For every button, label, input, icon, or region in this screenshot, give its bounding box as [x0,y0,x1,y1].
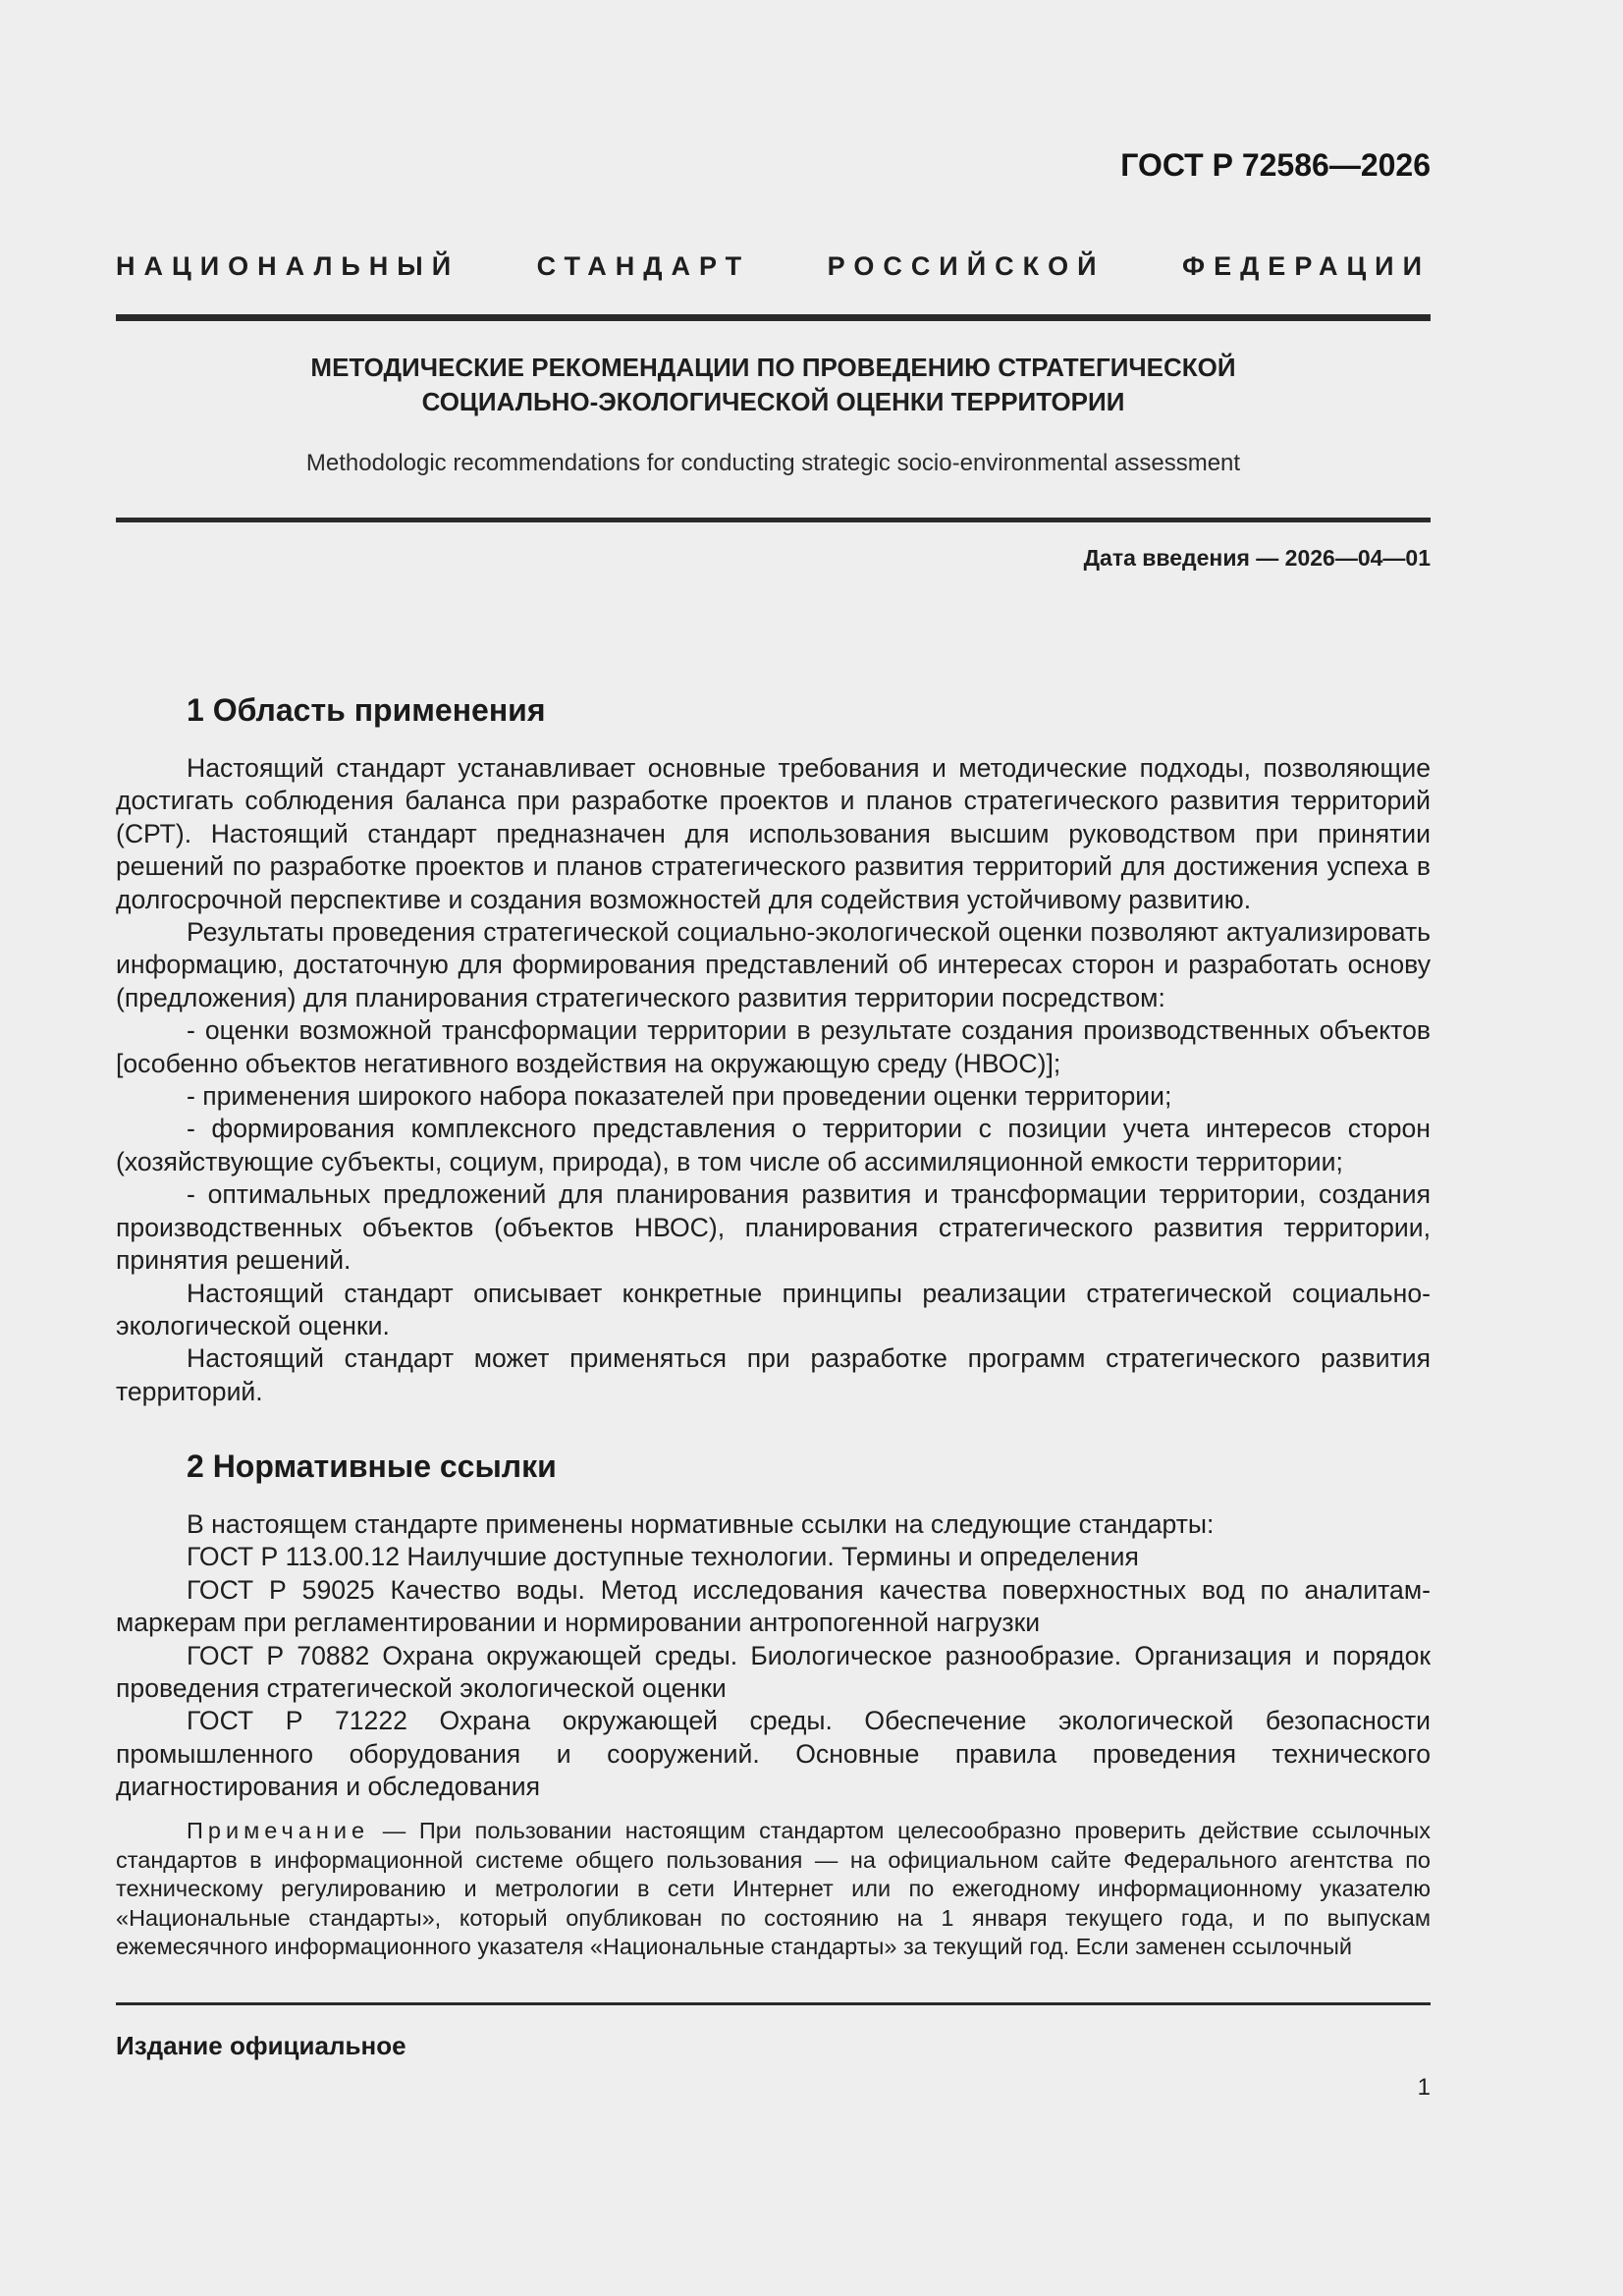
section-1-paragraph: Настоящий стандарт описывает конкретные принципы реализации стратегической социально-экологической оценки. [116,1278,1431,1340]
normative-reference: ГОСТ Р 70882 Охрана окружающей среды. Биологическое разнообразие. Организация и порядок проведения стратегической экологической оценки [116,1640,1431,1704]
section-1-paragraph: Настоящий стандарт устанавливает основные требования и методические подходы, позволяющие достигать соблюдения баланса при разработке проектов и планов стратегического развития территорий (СРТ). Настоящий стандарт предназначен для использования высшим руководством при принятии решений по разработке проектов и планов стратегического развития территорий для достижения успеха в долгосрочной перспективе и создания возможностей для содействия устойчивому развитию. [116,753,1431,914]
title-line-1: МЕТОДИЧЕСКИЕ РЕКОМЕНДАЦИИ ПО ПРОВЕДЕНИЮ СТРАТЕГИЧЕСКОЙ [310,353,1236,382]
note-text: — При пользовании настоящим стандартом целесообразно проверить действие ссылочных стандартов в информационной системе общего пользования — на официальном сайте Федерального агентства по техническому регулированию и метрологии в сети Интернет или по ежегодному информационному указателю «Национальные стандарты», который опубликован по состоянию на 1 января текущего года, и по выпускам ежемесячного информационного указателя «Национальные стандарты» за текущий год. Если заменен ссылочный [116,1818,1431,1959]
section-2-body [116,1508,1431,1804]
section-2-heading: 2 Нормативные ссылки [187,1449,557,1484]
section-2-paragraph: В настоящем стандарте применены нормативные ссылки на следующие стандарты: [187,1509,1215,1539]
title-line-2: СОЦИАЛЬНО-ЭКОЛОГИЧЕСКОЙ ОЦЕНКИ ТЕРРИТОРИИ [421,387,1125,416]
page-number: 1 [1417,2074,1431,2101]
header-rule-top [116,314,1431,321]
section-1-paragraph: Результаты проведения стратегической социально-экологической оценки позволяют актуализировать информацию, достаточную для формирования представлений об интересах сторон и разработать основу (предложения) для планирования стратегического развития территории посредством: [116,917,1431,1012]
normative-reference: ГОСТ Р 113.00.12 Наилучшие доступные технологии. Термины и определения [187,1542,1139,1572]
section-1-list-item: - оценки возможной трансформации территории в результате создания производственных объектов [особенно объектов негативного воздействия на окружающую среду (НВОС)]; [116,1015,1431,1078]
footer-rule [116,2002,1431,2005]
header-rule-bottom [116,518,1431,522]
section-1-paragraph: Настоящий стандарт может применяться при разработке программ стратегического развития территорий. [116,1343,1431,1406]
document-code: ГОСТ Р 72586—2026 [1120,147,1431,183]
official-edition-label: Издание официальное [116,2031,406,2060]
note-block [116,1817,1431,1962]
document-title-english: Methodologic recommendations for conducting strategic socio-environmental assessment [305,450,1241,476]
document-title [116,351,1431,419]
section-1-body [116,752,1431,1408]
normative-reference: ГОСТ Р 71222 Охрана окружающей среды. Обеспечение экологической безопасности промышленного оборудования и сооружений. Основные правила проведения технического диагностирования и обследования [116,1706,1431,1802]
section-1-list-item: - формирования комплексного представления о территории с позиции учета интересов сторон (хозяйствующие субъекты, социум, природа), в том числе об ассимиляционной емкости территории; [116,1114,1431,1176]
section-1-list-item: - применения широкого набора показателей при проведении оценки территории; [187,1081,1172,1112]
introduction-date: Дата введения — 2026—04—01 [1083,545,1431,571]
normative-reference: ГОСТ Р 59025 Качество воды. Метод исследования качества поверхностных вод по аналитам-маркерам при регламентировании и нормировании антропогенной нагрузки [116,1574,1431,1638]
section-1-heading: 1 Область применения [187,692,546,728]
note-label: Примечание [187,1818,370,1843]
section-1-list-item: - оптимальных предложений для планирования развития и трансформации территории, создания производственных объектов (объектов НВОС), планирования стратегического развития территории, принятия решений. [116,1179,1431,1276]
national-standard-banner: НАЦИОНАЛЬНЫЙ СТАНДАРТ РОССИЙСКОЙ ФЕДЕРАЦИИ [116,251,1431,281]
